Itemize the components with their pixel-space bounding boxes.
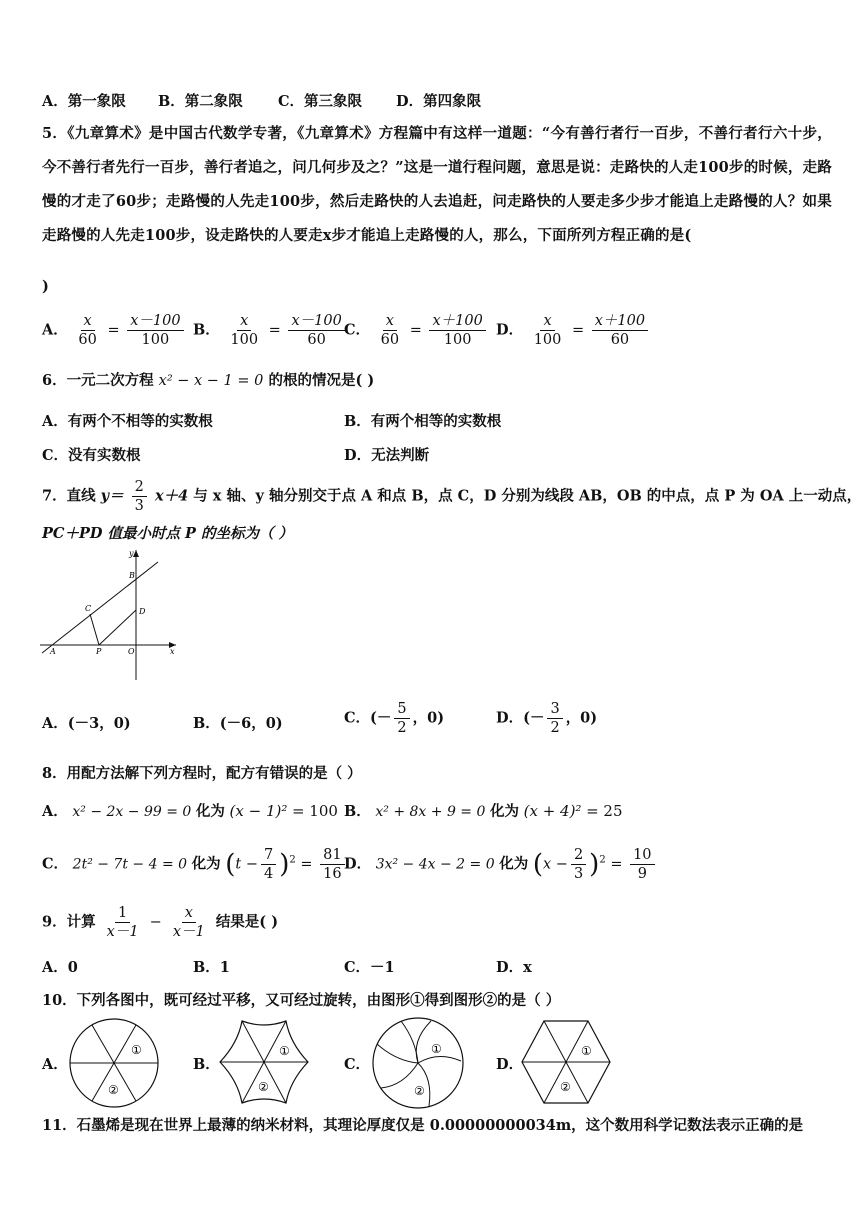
fraction: $\frac{x}{100}$ (230, 313, 259, 348)
q9-option-a: A．0 (42, 959, 78, 976)
q10-label-c: C． (344, 1056, 371, 1073)
q8-stem: 8．用配方法解下列方程时，配方有错误的是（ ） (42, 765, 362, 782)
q4-option-c: C．第三象限 (278, 93, 363, 110)
q8-option-b: B． x² + 8x + 9 = 0 化为 (x + 4)² = 25 (344, 802, 623, 820)
point-o-label: O (128, 647, 135, 656)
q7-stem (42, 478, 861, 515)
option-label: D． (496, 321, 524, 339)
figure-2-mark: ② (414, 1084, 425, 1098)
q8-option-a: A． x² − 2x − 99 = 0 化为 (x − 1)² = 100 (42, 802, 338, 820)
q5-option-c: C． $\frac{x}{60}$ = $\frac{x+100}{100}$ (344, 312, 489, 349)
fraction: $\frac{x}{60}$ (380, 313, 400, 348)
q6-suffix: 的根的情况是( ) (268, 372, 375, 389)
fraction: $\frac{x+100}{100}$ (429, 312, 485, 349)
q6-option-c: C．没有实数根 (42, 447, 141, 464)
fraction: $\frac{3}{2}$ (547, 700, 562, 737)
figure-2-mark: ② (258, 1080, 269, 1094)
point-b-label: B (129, 571, 135, 580)
q4-option-d: D．第四象限 (396, 93, 482, 110)
q4-option-b: B．第二象限 (158, 93, 243, 110)
q7-prefix: 7．直线 (42, 487, 96, 505)
q10-label-b: B． (193, 1056, 220, 1073)
figure-1-mark: ① (581, 1044, 592, 1058)
q9-option-b: B．1 (193, 959, 230, 976)
q7-option-a: A．(－3，0) (42, 715, 131, 732)
q8-option-c: C． 2t² − 7t − 4 = 0 化为 (t − $\frac{7}{4}$ )$^2$ = $\frac{81}{16}$ (42, 846, 348, 883)
fraction: $\frac{x+100}{60}$ (592, 312, 648, 349)
option-label: B． (193, 321, 220, 339)
fraction: $\frac{2}{3}$ (132, 478, 147, 515)
q10-figure-a (68, 1017, 160, 1109)
q7-option-b: B．(－6，0) (193, 715, 283, 732)
q9-option-c: C．－1 (344, 959, 395, 976)
x-axis-label: x (170, 647, 175, 656)
fraction: $\frac{81}{16}$ (320, 846, 344, 883)
q10-figure-c (371, 1016, 465, 1110)
q10-stem: 10．下列各图中，既可经过平移，又可经过旋转，由图形①得到图形②的是（ ） (42, 992, 561, 1009)
q11-stem: 11．石墨烯是现在世界上最薄的纳米材料，其理论厚度仅是 0.00000000034m，这个数用科学记数法表示正确的是 (42, 1117, 804, 1134)
fraction: $\frac{10}{9}$ (630, 846, 654, 883)
fraction: $\frac{2}{3}$ (571, 846, 586, 883)
fraction: $\frac{7}{4}$ (261, 846, 276, 883)
q6-option-b: B．有两个相等的实数根 (344, 413, 502, 430)
q8-option-d: D． 3x² − 4x − 2 = 0 化为 (x − $\frac{2}{3}$ )$^2$ = $\frac{10}{9}$ (344, 846, 658, 883)
q5-option-b: B． $\frac{x}{100}$ = $\frac{x-100}{60}$ (193, 312, 348, 349)
fraction: $\frac{x}{60}$ (78, 313, 97, 348)
fraction: $\frac{5}{2}$ (394, 700, 409, 737)
q5-paren-close: ) (42, 278, 49, 295)
q6-equation: x² − x − 1 = 0 (158, 373, 264, 389)
fraction: $\frac{x}{100}$ (533, 313, 562, 348)
q7-suffix: 与 x 轴、y 轴分别交于点 A 和点 B，点 C，D 分别为线段 AB，OB 的中点，点 P 为 OA 上一动点， (193, 487, 862, 505)
fraction: $\frac{x-100}{60}$ (288, 312, 344, 349)
q7-option-c: C．(－ $\frac{5}{2}$ ，0) (344, 701, 445, 736)
figure-1-mark: ① (131, 1043, 142, 1057)
y-axis-label: y (129, 549, 134, 558)
option-label: A． (42, 321, 68, 339)
q5-option-d: D． $\frac{x}{100}$ = $\frac{x+100}{60}$ (496, 312, 651, 349)
figure-2-mark: ② (108, 1083, 119, 1097)
q7-figure (38, 546, 180, 684)
figure-2-mark: ② (560, 1080, 571, 1094)
fraction: $\frac{x-100}{100}$ (127, 312, 183, 349)
fraction: $\frac{x}{x-1}$ (172, 905, 205, 940)
q9-option-d: D．x (496, 959, 532, 976)
q6-stem (42, 369, 374, 390)
point-p-label: P (96, 647, 102, 656)
q10-figure-b (218, 1019, 310, 1105)
q7-eq-left: y＝ (100, 487, 124, 505)
q10-label-a: A． (42, 1056, 68, 1073)
q6-prefix: 6．一元二次方程 (42, 372, 154, 389)
q6-option-a: A．有两个不相等的实数根 (42, 413, 213, 430)
q5-option-a: A． $\frac{x}{60}$ = $\frac{x-100}{100}$ (42, 312, 187, 349)
q10-figure-d (520, 1019, 612, 1105)
q10-label-d: D． (496, 1056, 524, 1073)
q6-option-d: D．无法判断 (344, 447, 430, 464)
figure-1-mark: ① (279, 1044, 290, 1058)
q7-line2: PC＋PD 值最小时点 P 的坐标为（ ） (42, 525, 294, 542)
q9-stem: 9．计算 $\frac{1}{x-1}$ − $\frac{x}{x-1}$ 结果是( ) (42, 905, 279, 940)
option-label: C． (344, 321, 371, 339)
q4-option-a: A．第一象限 (42, 93, 126, 110)
q7-eq-right: x＋4 (154, 487, 189, 505)
q5-stem: 5．《九章算术》是中国古代数学专著，《九章算术》方程篇中有这样一道题：“今有善行者行一百步，不善行者行六十步，今不善行者先行一百步，善行者追之，问几何步及之？”这是一道行程问题，意思是说：走路快的人走100步的时候，走路慢的才走了60步；走路慢的人先走100步，然后走路快的人去追赶，问走路快的人要走多少步才能追上走路慢的人？如果走路慢的人先走100步，设走路快的人要走x步才能追上走路慢的人，那么，下面所列方程正确的是( (42, 125, 832, 244)
point-d-label: D (139, 607, 146, 616)
figure-1-mark: ① (431, 1042, 442, 1056)
fraction: $\frac{1}{x-1}$ (106, 905, 139, 940)
q7-option-d: D．(－ $\frac{3}{2}$ ，0) (496, 701, 598, 736)
point-a-label: A (50, 647, 56, 656)
point-c-label: C (85, 604, 92, 613)
